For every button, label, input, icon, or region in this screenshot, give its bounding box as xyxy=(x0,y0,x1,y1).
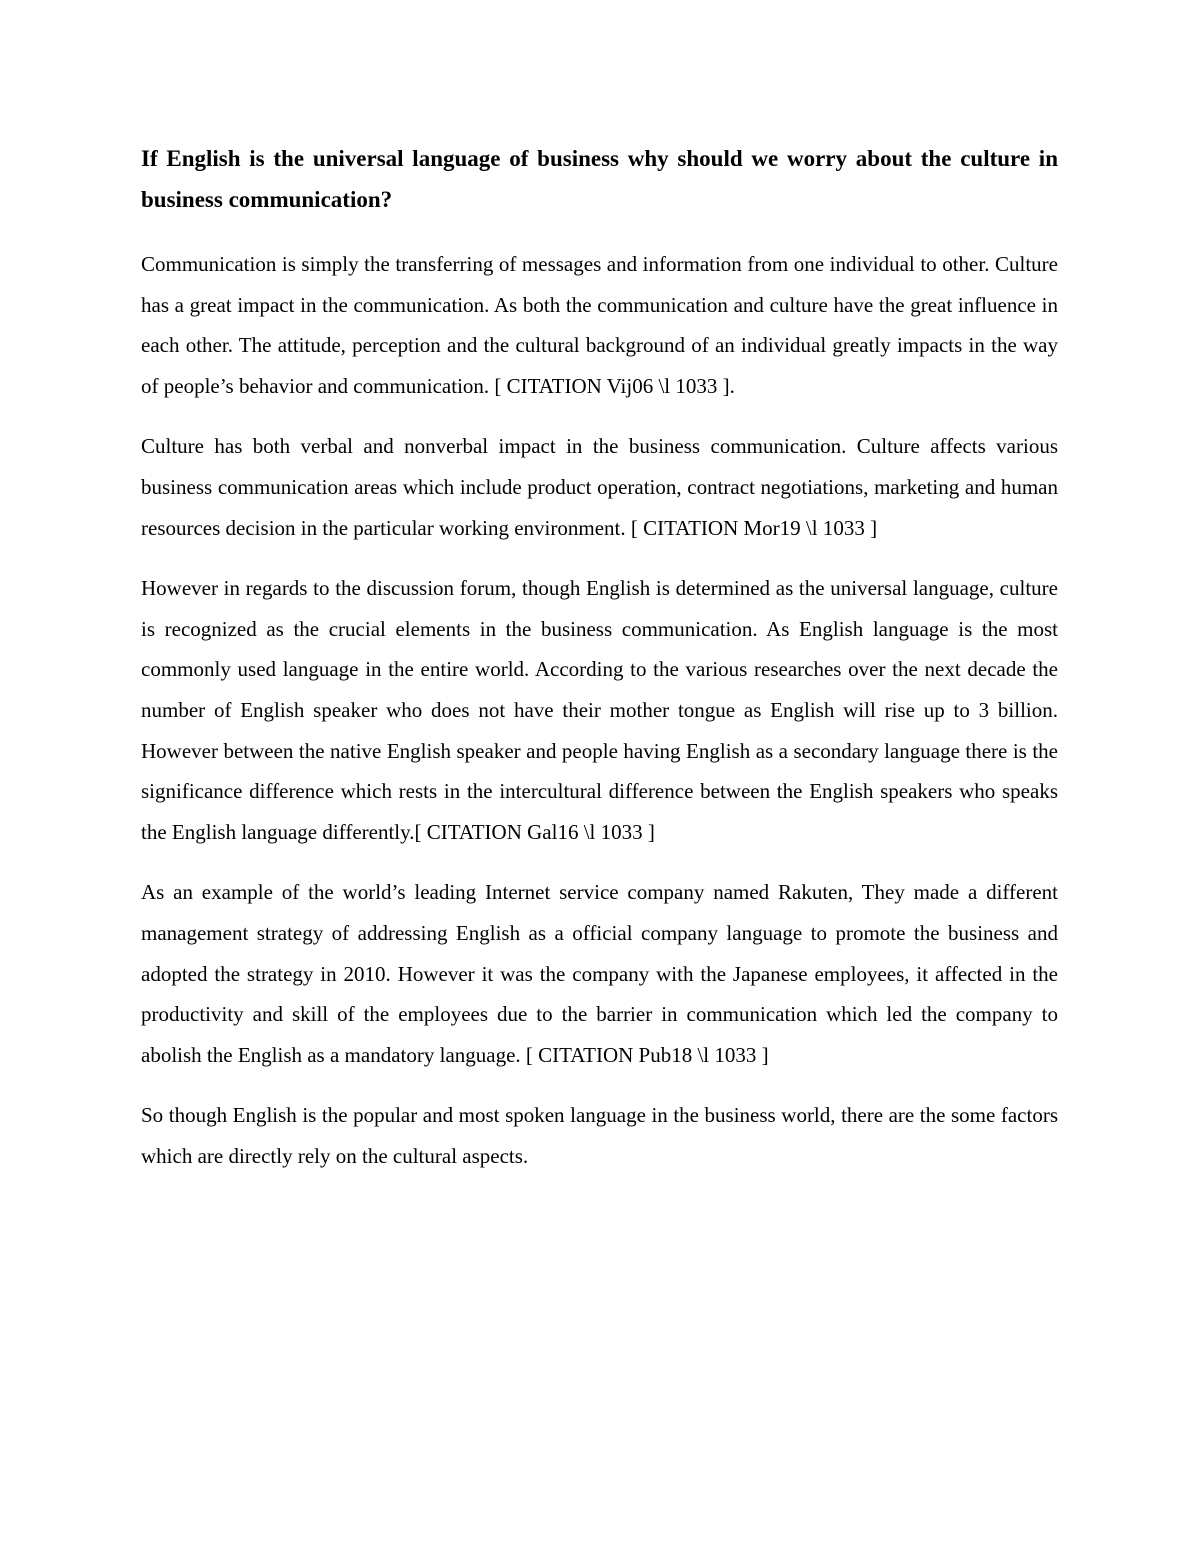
paragraph: Communication is simply the transferring of messages and information from one individual to other. Culture has a great impact in the communication. As both the communication and culture have the great influence in each other. The attitude, perception and the cultural background of an individual greatly impacts in the way of people’s behavior and communication. [ CITATION Vij06 \l 1033 ]. xyxy=(141,252,1058,398)
document-title: If English is the universal language of business why should we worry about the culture in business communication? xyxy=(141,146,1058,212)
paragraph: Culture has both verbal and nonverbal impact in the business communication. Culture affects various business communication areas which include product operation, contract negotiations, marketing and human resources decision in the particular working environment. [ CITATION Mor19 \l 1033 ] xyxy=(141,434,1058,540)
document-body xyxy=(141,138,1058,1196)
paragraph: So though English is the popular and most spoken language in the business world, there are the some factors which are directly rely on the cultural aspects. xyxy=(141,1103,1058,1168)
paragraph: As an example of the world’s leading Internet service company named Rakuten, They made a different management strategy of addressing English as a official company language to promote the business and adopted the strategy in 2010. However it was the company with the Japanese employees, it affected in the productivity and skill of the employees due to the barrier in communication which led the company to abolish the English as a mandatory language. [ CITATION Pub18 \l 1033 ] xyxy=(141,880,1058,1067)
paragraph: However in regards to the discussion forum, though English is determined as the universal language, culture is recognized as the crucial elements in the business communication. As English language is the most commonly used language in the entire world. According to the various researches over the next decade the number of English speaker who does not have their mother tongue as English will rise up to 3 billion. However between the native English speaker and people having English as a secondary language there is the significance difference which rests in the intercultural difference between the English speakers who speaks the English language differently.[ CITATION Gal16 \l 1033 ] xyxy=(141,576,1058,844)
